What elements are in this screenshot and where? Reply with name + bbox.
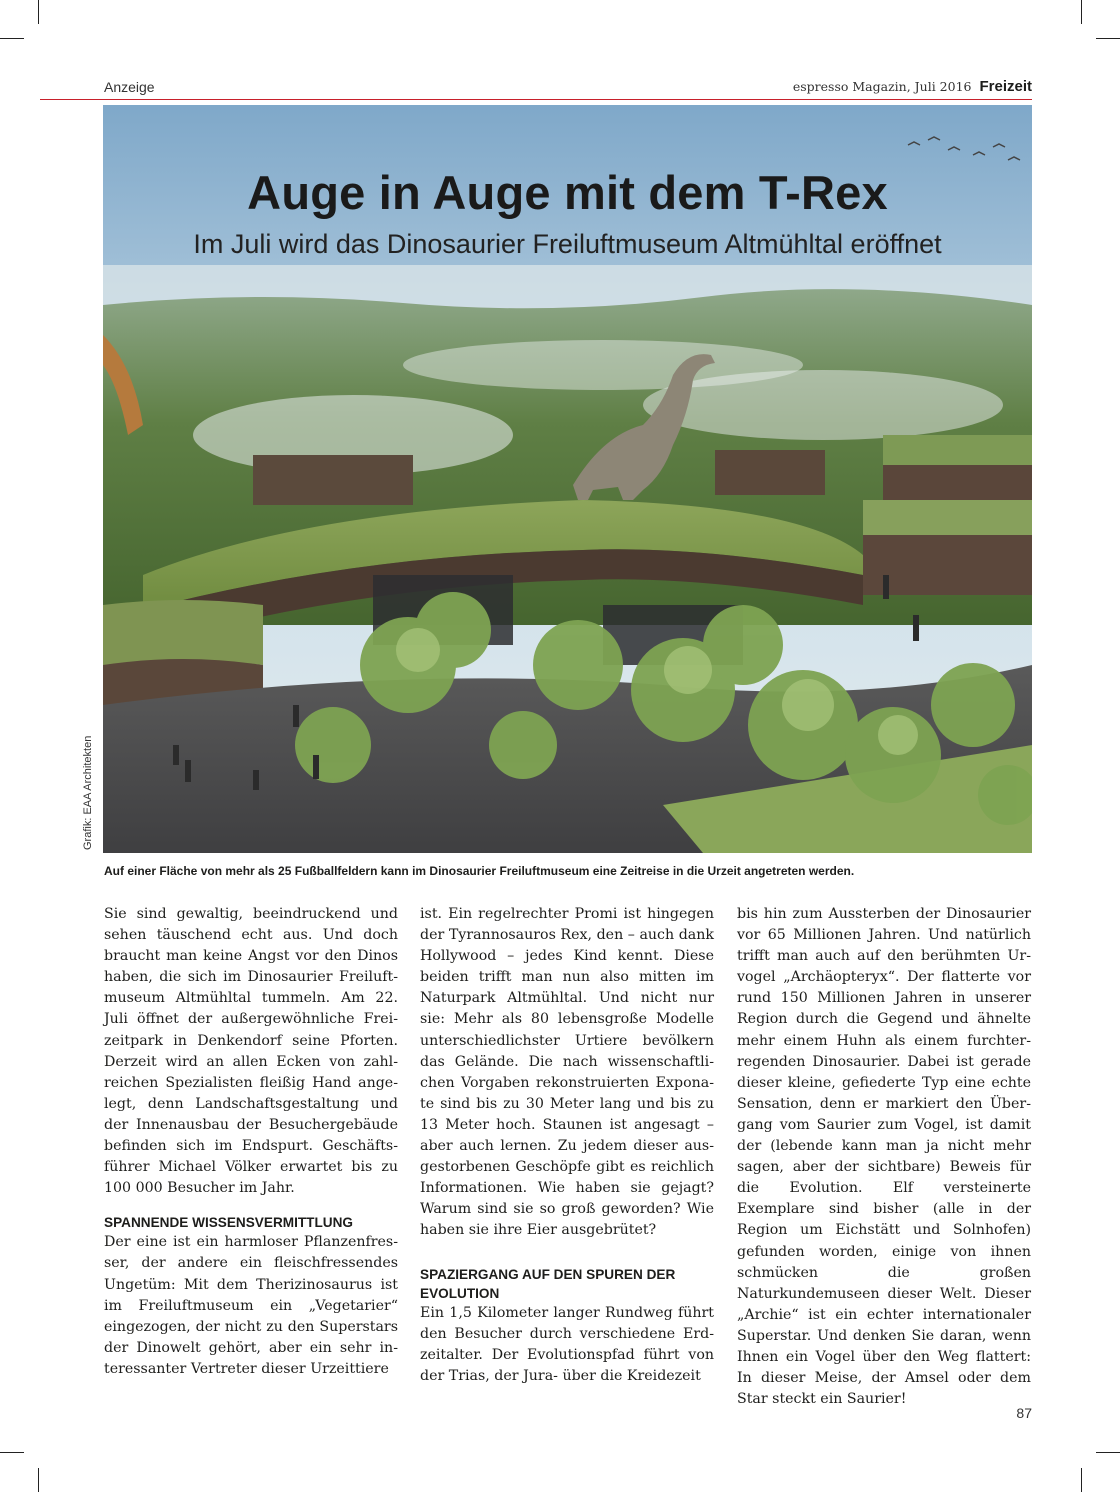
paragraph: ist. Ein regelrechter Promi ist hingegen der Tyrannosauros Rex, den – auch dank Hollywood – jedes Kind kennt. Diese beiden trifft man nun also mitten im Naturpark Altmühltal. Und nicht nur sie: Mehr als 80 lebensgroße Modelle unterschiedlichster Urtiere bevölkern das Gelände. Die nach wissenschaftlichen Vorgaben rekonstruierten Exponate sind bis zu 30 Meter lang und bis zu 13 Meter hoch. Staunen ist angesagt – aber auch lernen. Zu jedem dieser ausgestorbenen Geschöpfe gibt es reichlich Informationen. Wie haben sie gejagt? Warum sind sie so groß geworden? Wie haben sie ihre Eier ausgebrütet? bbox=[420, 906, 714, 1239]
text-column-3 bbox=[737, 904, 1031, 1410]
crop-mark bbox=[38, 1468, 39, 1492]
image-credit: Grafik: EAA Architekten bbox=[82, 735, 94, 850]
magazine-issue: espresso Magazin, Juli 2016 bbox=[792, 79, 972, 94]
ad-label: Anzeige bbox=[104, 79, 155, 95]
page-number: 87 bbox=[1016, 1405, 1032, 1421]
crop-mark bbox=[0, 1452, 24, 1453]
section-name: Freizeit bbox=[979, 78, 1032, 95]
crop-mark bbox=[1096, 38, 1120, 39]
running-header bbox=[793, 78, 1032, 95]
crop-mark bbox=[1096, 1452, 1120, 1453]
article-title: Auge in Auge mit dem T-Rex bbox=[247, 166, 888, 219]
text-column-2 bbox=[420, 904, 714, 1387]
hero-illustration bbox=[103, 105, 1032, 853]
crop-mark bbox=[0, 38, 24, 39]
paragraph: Ein 1,5 Kilometer langer Rundweg führt den Besucher durch verschiedene Erdzeitalter. Der Evolutionspfad führt von der Trias, der Jura- über die Kreidezeit bbox=[420, 1304, 714, 1384]
article-subtitle: Im Juli wird das Dinosaurier Freiluftmuseum Altmühltal eröffnet bbox=[193, 229, 942, 259]
subheading: SPANNENDE WISSENSVERMITTLUNG bbox=[104, 1215, 353, 1231]
crop-mark bbox=[1081, 1468, 1082, 1492]
paragraph: Sie sind gewaltig, beeindruckend und sehen täuschend echt aus. Und doch braucht man keine Angst vor den Dinos haben, die sich im Dinosaurier Freiluftmuseum Altmühltal tummeln. Am 22. Juli öffnet der außergewöhnliche Freizeitpark in Denkendorf seine Pforten. Derzeit wird an allen Ecken von zahlreichen Spezialisten fleißig Hand angelegt, denn Landschaftsgestaltung und der Innenausbau der Besuchergebäude befinden sich im Endspurt. Geschäftsführer Michael Völker erwartet bis zu 100 000 Besucher im Jahr. bbox=[104, 906, 398, 1197]
paragraph: Der eine ist ein harmloser Pflanzenfresser, der andere ein fleischfressendes Ungetüm: Mit dem Therizinosaurus ist im Freiluftmuseum ein „Vegetarier“ eingezogen, der nicht zu den Superstars der Dinowelt gehört, aber ein sehr interessanter Vertreter dieser Urzeittiere bbox=[104, 1234, 398, 1377]
crop-mark bbox=[1081, 0, 1082, 24]
crop-mark bbox=[38, 0, 39, 24]
text-column-1 bbox=[104, 904, 398, 1380]
image-caption: Auf einer Fläche von mehr als 25 Fußballfeldern kann im Dinosaurier Freiluftmuseum eine Zeitreise in die Urzeit angetreten werden. bbox=[104, 864, 855, 878]
paragraph: bis hin zum Aussterben der Dinosaurier vor 65 Millionen Jahren. Und natürlich trifft man auch auf den berühmten Urvogel „Archäopteryx“. Der flatterte vor rund 150 Millionen Jahren in unserer Region durch die Gegend und ähnelte mehr einem Huhn als einem furchterregenden Dinosaurier. Dabei ist gerade dieser kleine, gefiederte Typ eine echte Sensation, denn er markiert den Übergang vom Saurier zum Vogel, ist damit der (lebende kann man ja nicht mehr sagen, aber der sichtbare) Beweis für die Evolution. Elf versteinerte Exemplare sind bisher (alle in der Region um Eichstätt und Solnhofen) gefunden worden, einige von ihnen schmücken die großen Naturkundemuseen dieser Welt. Dieser „Archie“ ist ein echter internationaler Superstar. Und denken Sie daran, wenn Ihnen ein Vogel über den Weg flattert: In dieser Meise, der Amsel oder dem Star steckt ein Saurier! bbox=[737, 906, 1031, 1408]
subheading: SPAZIERGANG AUF DEN SPUREN DER EVOLUTION bbox=[420, 1266, 676, 1301]
header-rule bbox=[40, 99, 1032, 100]
